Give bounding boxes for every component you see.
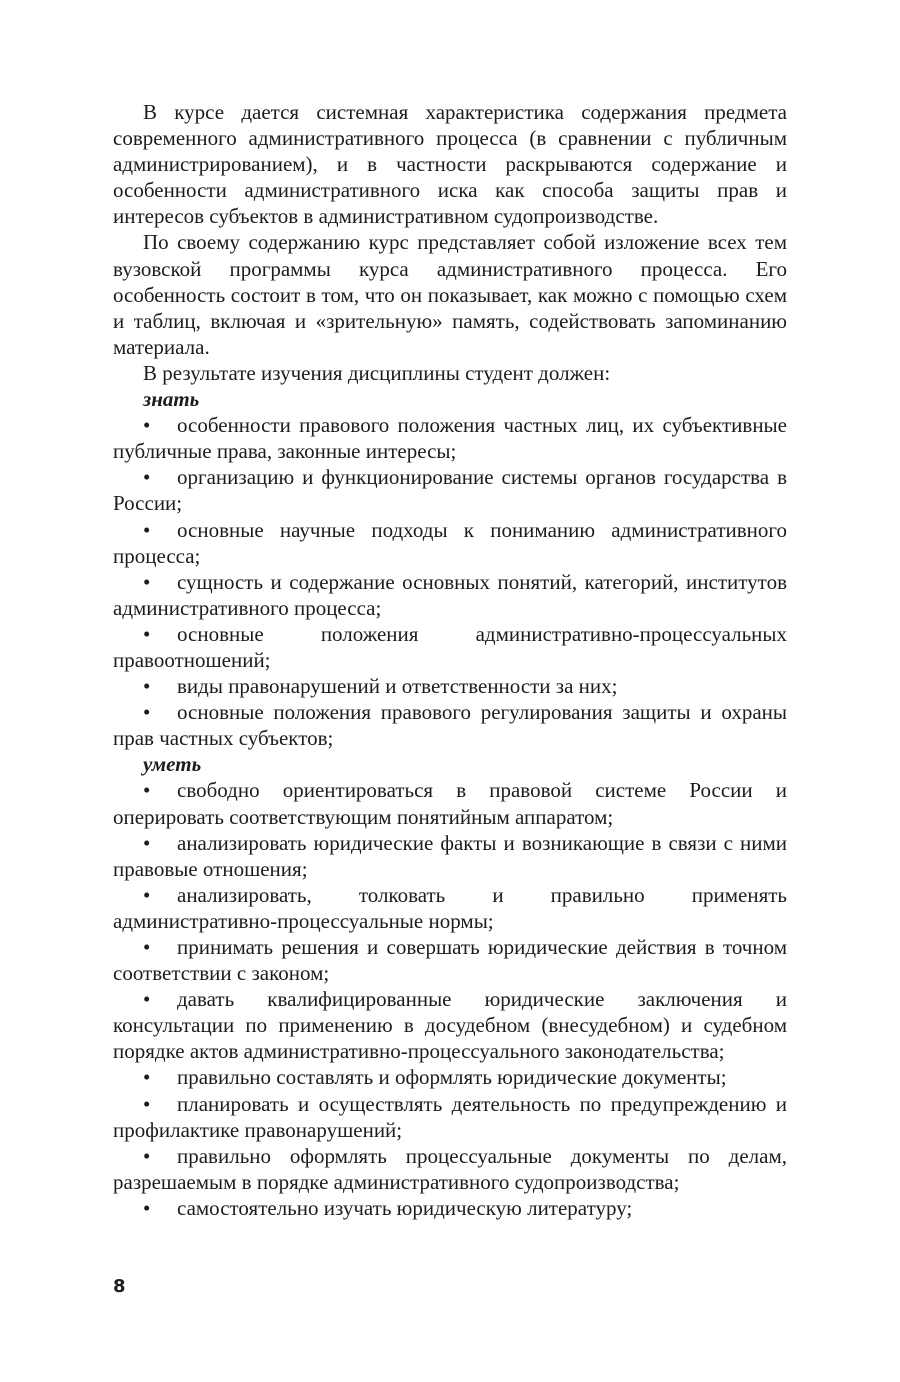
list-item-text: организацию и функционирование системы органов государства в России; (113, 465, 787, 516)
bullet-icon: • (143, 935, 151, 959)
list-item-text: анализировать юридические факты и возникающие в связи с ними правовые отношения; (113, 830, 787, 881)
bullet-icon: • (143, 569, 151, 594)
section-heading-know: знать (143, 387, 200, 412)
bullet-icon: • (143, 830, 151, 855)
list-item-text: правильно составлять и оформлять юридические документы; (177, 1065, 727, 1090)
bullet-icon: • (143, 465, 151, 490)
bullet-icon: • (143, 621, 151, 646)
bullet-icon: • (143, 1143, 151, 1168)
list-item-text: принимать решения и совершать юридические действия в точном соответствии с законом; (113, 935, 787, 986)
bullet-icon: • (143, 517, 151, 542)
list-item (113, 569, 787, 621)
bullet-icon: • (143, 882, 151, 907)
list-item-text: основные положения правового регулирования защиты и охраны прав частных субъектов; (113, 700, 787, 751)
page-number: 8 (113, 1276, 126, 1297)
list-item-text: самостоятельно изучать юридическую литературу; (177, 1195, 633, 1220)
bullet-icon: • (143, 413, 151, 438)
list-item (113, 621, 787, 673)
intro-paragraph: По своему содержанию курс представляет собой изложение всех тем вузовской программы курса административного процесса. Его особенность состоит в том, что он показывает, как можно с помощью схем и таблиц, включая и «зрительную» память, содействовать запоминанию материала. (113, 230, 787, 359)
know-list (113, 412, 787, 751)
able-list (113, 777, 787, 1221)
bullet-icon: • (143, 674, 151, 699)
list-item-text: правильно оформлять процессуальные документы по делам, разрешаемым в порядке административного судопроизводства; (113, 1143, 787, 1194)
list-item (113, 1143, 787, 1195)
bullet-icon: • (143, 778, 151, 803)
bullet-icon: • (143, 1065, 151, 1090)
section-heading-able: уметь (143, 752, 202, 777)
bullet-icon: • (143, 987, 151, 1012)
list-item-text: особенности правового положения частных лиц, их субъективные публичные права, законные интересы; (113, 413, 787, 464)
list-item-text: давать квалифицированные юридические заключения и консультации по применению в досудебном (внесудебном) и судебном порядке актов административно-процессуального законодательства; (113, 987, 787, 1064)
list-item (113, 934, 787, 986)
list-item-text: сущность и содержание основных понятий, категорий, институтов административного процесса; (113, 569, 787, 620)
list-item (113, 986, 787, 1064)
list-item (113, 673, 787, 699)
bullet-icon: • (143, 700, 151, 725)
list-item-text: анализировать, толковать и правильно применять административно-процессуальные нормы; (113, 882, 787, 933)
list-item-text: основные положения административно-процессуальных правоотношений; (113, 621, 787, 672)
list-item (113, 830, 787, 882)
bullet-icon: • (143, 1091, 151, 1116)
intro-paragraph: В курсе дается системная характеристика содержания предмета современного административного процесса (в сравнении с публичным администрированием), и в частности раскрываются содержание и особенности административного иска как способа защиты прав и интересов субъектов в административном судопроизводстве. (113, 100, 787, 229)
list-item (113, 699, 787, 751)
list-item (113, 412, 787, 464)
list-item (113, 464, 787, 516)
list-item (113, 777, 787, 829)
bullet-icon: • (143, 1195, 151, 1220)
list-item (113, 517, 787, 569)
list-item-text: свободно ориентироваться в правовой системе России и оперировать соответствующим понятийным аппаратом; (113, 778, 787, 829)
intro-paragraph: В результате изучения дисциплины студент должен: (143, 360, 611, 385)
list-item (113, 1064, 787, 1090)
list-item-text: виды правонарушений и ответственности за них; (177, 674, 618, 699)
page-body (113, 99, 787, 1221)
list-item-text: планировать и осуществлять деятельность по предупреждению и профилактике правонарушений; (113, 1091, 787, 1142)
list-item-text: основные научные подходы к пониманию административного процесса; (113, 517, 787, 568)
list-item (113, 1091, 787, 1143)
list-item (113, 882, 787, 934)
list-item (113, 1195, 787, 1221)
